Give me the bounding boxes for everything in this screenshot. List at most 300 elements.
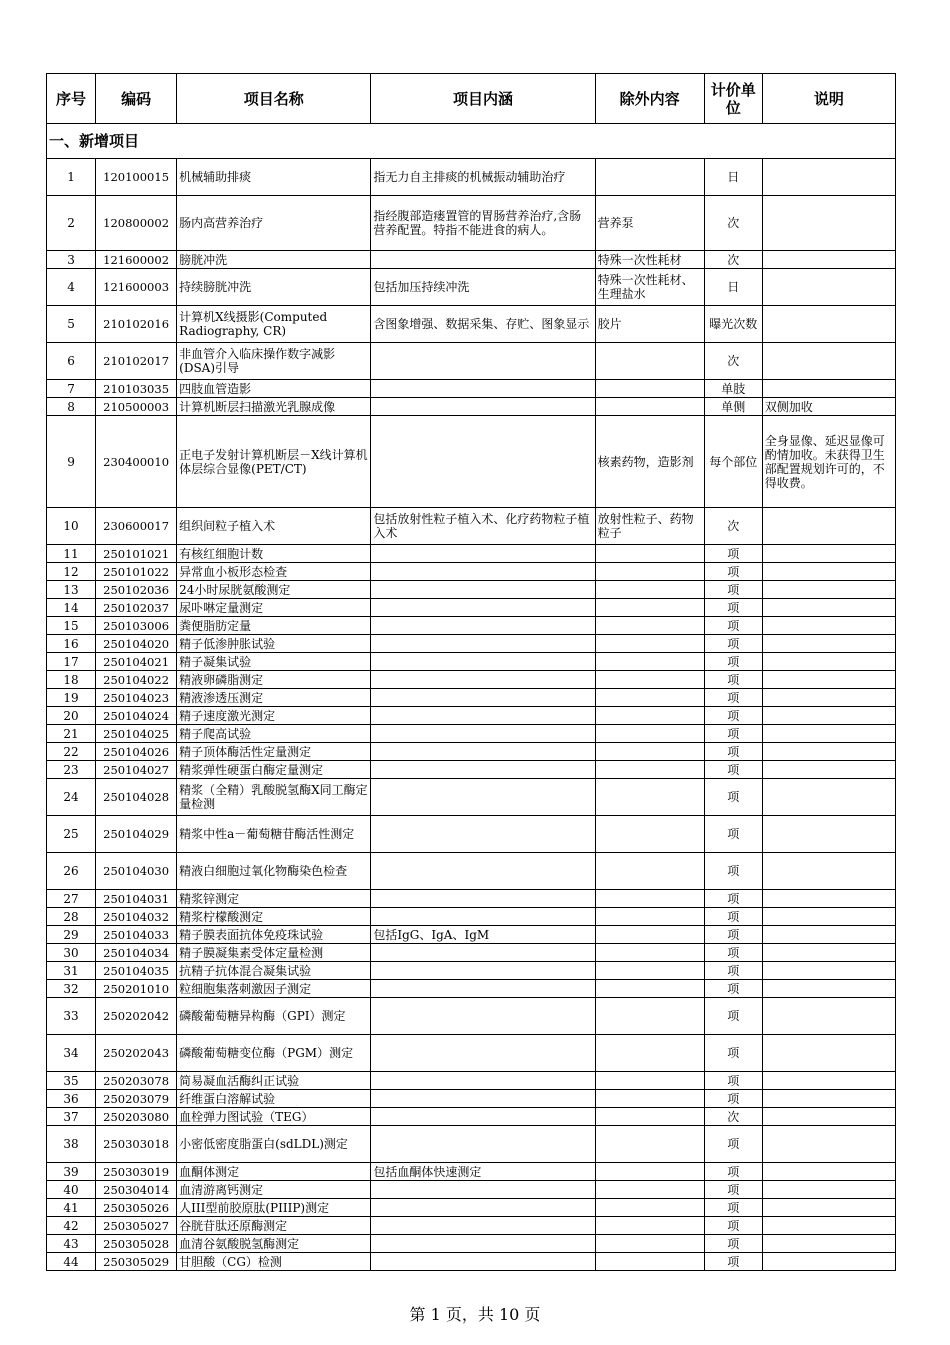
row-name: 异常血小板形态检查: [177, 563, 371, 581]
row-content: [371, 962, 595, 980]
row-unit: 次: [704, 196, 762, 251]
row-name: 粒细胞集落刺激因子测定: [177, 980, 371, 998]
row-unit: 项: [704, 779, 762, 816]
row-code: 250101021: [96, 545, 177, 563]
row-name: 精子膜表面抗体免疫珠试验: [177, 926, 371, 944]
row-unit: 项: [704, 1072, 762, 1090]
row-unit: 项: [704, 1235, 762, 1253]
row-code: 250104031: [96, 890, 177, 908]
row-name: 精子膜凝集素受体定量检测: [177, 944, 371, 962]
header-content: 项目内涵: [371, 74, 595, 124]
row-except: [595, 1126, 704, 1163]
row-content: [371, 416, 595, 508]
row-content: [371, 689, 595, 707]
row-code: 210102017: [96, 343, 177, 380]
row-code: 250203078: [96, 1072, 177, 1090]
row-except: [595, 617, 704, 635]
row-no: 4: [47, 269, 96, 306]
row-unit: 单侧: [704, 398, 762, 416]
row-unit: 项: [704, 998, 762, 1035]
row-name: 24小时尿胱氨酸测定: [177, 581, 371, 599]
row-note: [762, 1181, 895, 1199]
row-no: 14: [47, 599, 96, 617]
row-content: [371, 251, 595, 269]
row-no: 1: [47, 159, 96, 196]
row-note: [762, 343, 895, 380]
table-row: [47, 998, 896, 1035]
row-code: 250203079: [96, 1090, 177, 1108]
row-no: 30: [47, 944, 96, 962]
row-code: 230600017: [96, 508, 177, 545]
row-code: 250104025: [96, 725, 177, 743]
row-unit: 日: [704, 159, 762, 196]
row-note: [762, 617, 895, 635]
table-row: [47, 853, 896, 890]
row-name: 精子速度激光测定: [177, 707, 371, 725]
row-except: [595, 599, 704, 617]
row-note: [762, 306, 895, 343]
header-no: 序号: [47, 74, 96, 124]
table-row: [47, 306, 896, 343]
row-unit: 项: [704, 890, 762, 908]
row-no: 40: [47, 1181, 96, 1199]
row-note: [762, 159, 895, 196]
row-code: 250104024: [96, 707, 177, 725]
table-row: [47, 779, 896, 816]
row-note: [762, 707, 895, 725]
row-no: 24: [47, 779, 96, 816]
row-no: 9: [47, 416, 96, 508]
table-row: [47, 980, 896, 998]
row-name: 非血管介入临床操作数字减影(DSA)引导: [177, 343, 371, 380]
row-except: [595, 707, 704, 725]
row-content: [371, 908, 595, 926]
row-unit: 项: [704, 816, 762, 853]
row-except: [595, 343, 704, 380]
row-note: [762, 508, 895, 545]
row-note: [762, 380, 895, 398]
row-no: 5: [47, 306, 96, 343]
row-unit: 日: [704, 269, 762, 306]
row-except: [595, 1035, 704, 1072]
table-row: [47, 689, 896, 707]
row-no: 31: [47, 962, 96, 980]
row-note: [762, 1108, 895, 1126]
row-except: [595, 853, 704, 890]
row-unit: 项: [704, 1035, 762, 1072]
row-except: [595, 581, 704, 599]
row-except: 放射性粒子、药物粒子: [595, 508, 704, 545]
row-code: 250303019: [96, 1163, 177, 1181]
row-unit: 项: [704, 599, 762, 617]
row-content: [371, 725, 595, 743]
table-row: [47, 1163, 896, 1181]
table-row: [47, 671, 896, 689]
row-code: 250104020: [96, 635, 177, 653]
row-unit: 项: [704, 1253, 762, 1271]
row-note: [762, 545, 895, 563]
row-note: [762, 779, 895, 816]
row-except: 营养泵: [595, 196, 704, 251]
row-unit: 项: [704, 689, 762, 707]
table-row: [47, 416, 896, 508]
row-unit: 项: [704, 653, 762, 671]
row-no: 16: [47, 635, 96, 653]
row-name: 抗精子抗体混合凝集试验: [177, 962, 371, 980]
row-code: 250104034: [96, 944, 177, 962]
row-except: [595, 1235, 704, 1253]
row-except: [595, 944, 704, 962]
table-row: [47, 944, 896, 962]
row-content: 指无力自主排痰的机械振动辅助治疗: [371, 159, 595, 196]
row-content: [371, 1217, 595, 1235]
row-code: 230400010: [96, 416, 177, 508]
row-content: [371, 1072, 595, 1090]
row-code: 250104030: [96, 853, 177, 890]
table-row: [47, 343, 896, 380]
row-no: 42: [47, 1217, 96, 1235]
row-code: 250201010: [96, 980, 177, 998]
row-note: [762, 689, 895, 707]
row-code: 250104022: [96, 671, 177, 689]
row-note: [762, 1072, 895, 1090]
row-no: 8: [47, 398, 96, 416]
row-unit: 单肢: [704, 380, 762, 398]
row-note: [762, 635, 895, 653]
row-code: 250305026: [96, 1199, 177, 1217]
page-footer: 第 1 页，共 10 页: [409, 1305, 541, 1324]
row-content: [371, 343, 595, 380]
row-note: [762, 1253, 895, 1271]
header-note: 说明: [762, 74, 895, 124]
row-except: [595, 926, 704, 944]
row-note: [762, 761, 895, 779]
row-code: 121600002: [96, 251, 177, 269]
row-unit: 项: [704, 761, 762, 779]
row-no: 13: [47, 581, 96, 599]
row-unit: 次: [704, 508, 762, 545]
row-content: [371, 617, 595, 635]
row-except: [595, 689, 704, 707]
row-code: 250104023: [96, 689, 177, 707]
row-note: [762, 1235, 895, 1253]
row-except: [595, 398, 704, 416]
row-name: 血栓弹力图试验（TEG）: [177, 1108, 371, 1126]
table-row: [47, 545, 896, 563]
row-note: [762, 581, 895, 599]
row-name: 精浆弹性硬蛋白酶定量测定: [177, 761, 371, 779]
table-row: [47, 563, 896, 581]
row-content: 含图象增强、数据采集、存贮、图象显示: [371, 306, 595, 343]
row-unit: 次: [704, 251, 762, 269]
row-name: 有核红细胞计数: [177, 545, 371, 563]
row-name: 精浆（全精）乳酸脱氢酶X同工酶定量检测: [177, 779, 371, 816]
row-name: 组织间粒子植入术: [177, 508, 371, 545]
row-code: 250305027: [96, 1217, 177, 1235]
section-title: 一、新增项目: [47, 124, 896, 159]
row-note: 双侧加收: [762, 398, 895, 416]
table-row: [47, 1126, 896, 1163]
row-note: [762, 725, 895, 743]
row-no: 33: [47, 998, 96, 1035]
row-note: [762, 908, 895, 926]
row-note: [762, 980, 895, 998]
table-row: [47, 1253, 896, 1271]
row-content: [371, 599, 595, 617]
row-name: 精液白细胞过氧化物酶染色检查: [177, 853, 371, 890]
header-except: 除外内容: [595, 74, 704, 124]
row-code: 250104032: [96, 908, 177, 926]
row-content: [371, 581, 595, 599]
table-row: [47, 1235, 896, 1253]
row-content: [371, 1108, 595, 1126]
row-code: 250104035: [96, 962, 177, 980]
row-except: 胶片: [595, 306, 704, 343]
row-no: 10: [47, 508, 96, 545]
row-name: 血酮体测定: [177, 1163, 371, 1181]
row-except: [595, 545, 704, 563]
row-note: [762, 926, 895, 944]
row-content: [371, 635, 595, 653]
row-unit: 项: [704, 1163, 762, 1181]
row-name: 精子顶体酶活性定量测定: [177, 743, 371, 761]
row-code: 250104028: [96, 779, 177, 816]
header-name: 项目名称: [177, 74, 371, 124]
row-name: 粪便脂肪定量: [177, 617, 371, 635]
row-code: 121600003: [96, 269, 177, 306]
row-content: 包括IgG、IgA、IgM: [371, 926, 595, 944]
price-table: [46, 73, 896, 1271]
row-except: [595, 1199, 704, 1217]
row-no: 23: [47, 761, 96, 779]
row-no: 29: [47, 926, 96, 944]
row-note: [762, 890, 895, 908]
row-name: 精子爬高试验: [177, 725, 371, 743]
table-row: [47, 761, 896, 779]
row-unit: 项: [704, 926, 762, 944]
row-unit: 项: [704, 581, 762, 599]
row-unit: 项: [704, 1090, 762, 1108]
table-row: [47, 653, 896, 671]
row-except: [595, 980, 704, 998]
row-no: 11: [47, 545, 96, 563]
row-except: [595, 779, 704, 816]
row-name: 精液渗透压测定: [177, 689, 371, 707]
row-code: 250102037: [96, 599, 177, 617]
row-content: [371, 1090, 595, 1108]
table-row: [47, 1108, 896, 1126]
row-unit: 项: [704, 563, 762, 581]
row-no: 35: [47, 1072, 96, 1090]
row-unit: 项: [704, 853, 762, 890]
row-content: [371, 761, 595, 779]
row-note: [762, 671, 895, 689]
row-name: 正电子发射计算机断层－X线计算机体层综合显像(PET/CT): [177, 416, 371, 508]
table-row: [47, 743, 896, 761]
row-name: 计算机X线摄影(Computed Radiography, CR): [177, 306, 371, 343]
row-code: 250104021: [96, 653, 177, 671]
row-content: [371, 890, 595, 908]
row-note: [762, 743, 895, 761]
row-no: 34: [47, 1035, 96, 1072]
row-content: [371, 707, 595, 725]
row-code: 250305028: [96, 1235, 177, 1253]
row-except: [595, 635, 704, 653]
row-name: 四肢血管造影: [177, 380, 371, 398]
row-except: [595, 1181, 704, 1199]
row-content: [371, 998, 595, 1035]
row-unit: 项: [704, 1217, 762, 1235]
row-name: 持续膀胱冲洗: [177, 269, 371, 306]
row-no: 41: [47, 1199, 96, 1217]
row-name: 精液卵磷脂测定: [177, 671, 371, 689]
row-code: 250305029: [96, 1253, 177, 1271]
row-content: [371, 671, 595, 689]
row-no: 26: [47, 853, 96, 890]
row-name: 计算机断层扫描激光乳腺成像: [177, 398, 371, 416]
row-note: [762, 251, 895, 269]
table-row: [47, 962, 896, 980]
table-row: [47, 1181, 896, 1199]
row-note: 全身显像、延迟显像可酌情加收。未获得卫生部配置规划许可的，不得收费。: [762, 416, 895, 508]
row-unit: 项: [704, 962, 762, 980]
row-no: 2: [47, 196, 96, 251]
table-row: [47, 1072, 896, 1090]
row-no: 36: [47, 1090, 96, 1108]
table-row: [47, 269, 896, 306]
row-note: [762, 1163, 895, 1181]
row-code: 120100015: [96, 159, 177, 196]
row-name: 人III型前胶原肽(PIIIP)测定: [177, 1199, 371, 1217]
row-name: 精子低渗肿胀试验: [177, 635, 371, 653]
row-content: [371, 944, 595, 962]
table-row: [47, 196, 896, 251]
row-code: 250104026: [96, 743, 177, 761]
row-name: 尿卟啉定量测定: [177, 599, 371, 617]
row-note: [762, 563, 895, 581]
header-code: 编码: [96, 74, 177, 124]
row-code: 250101022: [96, 563, 177, 581]
row-note: [762, 1090, 895, 1108]
row-code: 250202043: [96, 1035, 177, 1072]
row-content: [371, 653, 595, 671]
row-unit: 曝光次数: [704, 306, 762, 343]
row-no: 15: [47, 617, 96, 635]
row-except: [595, 380, 704, 398]
row-except: [595, 1090, 704, 1108]
table-row: [47, 508, 896, 545]
row-note: [762, 944, 895, 962]
row-no: 32: [47, 980, 96, 998]
row-note: [762, 853, 895, 890]
row-note: [762, 816, 895, 853]
row-except: [595, 159, 704, 196]
row-unit: 项: [704, 707, 762, 725]
row-except: [595, 890, 704, 908]
row-name: 纤维蛋白溶解试验: [177, 1090, 371, 1108]
row-note: [762, 962, 895, 980]
row-unit: 项: [704, 1199, 762, 1217]
row-note: [762, 1035, 895, 1072]
row-unit: 项: [704, 908, 762, 926]
row-code: 250103006: [96, 617, 177, 635]
row-unit: 项: [704, 671, 762, 689]
row-content: [371, 1035, 595, 1072]
table-row: [47, 1035, 896, 1072]
row-content: [371, 1181, 595, 1199]
row-unit: 每个部位: [704, 416, 762, 508]
row-code: 210103035: [96, 380, 177, 398]
row-content: 包括加压持续冲洗: [371, 269, 595, 306]
row-content: [371, 1253, 595, 1271]
row-unit: 次: [704, 343, 762, 380]
row-code: 210102016: [96, 306, 177, 343]
row-name: 膀胱冲洗: [177, 251, 371, 269]
table-row: [47, 159, 896, 196]
row-content: [371, 563, 595, 581]
row-except: [595, 1108, 704, 1126]
row-name: 磷酸葡萄糖异构酶（GPI）测定: [177, 998, 371, 1035]
row-unit: 项: [704, 743, 762, 761]
row-except: [595, 908, 704, 926]
table-row: [47, 926, 896, 944]
row-content: [371, 1235, 595, 1253]
row-content: 指经腹部造瘘置管的胃肠营养治疗,含肠营养配置。特指不能进食的病人。: [371, 196, 595, 251]
row-except: [595, 761, 704, 779]
row-no: 18: [47, 671, 96, 689]
row-unit: 项: [704, 1181, 762, 1199]
row-except: [595, 998, 704, 1035]
row-name: 精浆柠檬酸测定: [177, 908, 371, 926]
row-no: 21: [47, 725, 96, 743]
table-row: [47, 380, 896, 398]
row-name: 甘胆酸（CG）检测: [177, 1253, 371, 1271]
section-row: [47, 124, 896, 159]
row-unit: 项: [704, 635, 762, 653]
row-content: [371, 1199, 595, 1217]
table-row: [47, 398, 896, 416]
row-name: 磷酸葡萄糖变位酶（PGM）测定: [177, 1035, 371, 1072]
row-code: 120800002: [96, 196, 177, 251]
row-except: [595, 743, 704, 761]
table-row: [47, 599, 896, 617]
row-no: 28: [47, 908, 96, 926]
row-code: 250203080: [96, 1108, 177, 1126]
row-except: [595, 671, 704, 689]
row-content: [371, 398, 595, 416]
row-name: 精子凝集试验: [177, 653, 371, 671]
row-no: 27: [47, 890, 96, 908]
row-except: [595, 653, 704, 671]
table-row: [47, 251, 896, 269]
row-code: 250104027: [96, 761, 177, 779]
row-content: [371, 853, 595, 890]
row-name: 谷胱苷肽还原酶测定: [177, 1217, 371, 1235]
row-content: [371, 816, 595, 853]
row-code: 250102036: [96, 581, 177, 599]
row-no: 44: [47, 1253, 96, 1271]
table-row: [47, 908, 896, 926]
row-name: 小密低密度脂蛋白(sdLDL)测定: [177, 1126, 371, 1163]
row-content: [371, 779, 595, 816]
row-note: [762, 269, 895, 306]
row-unit: 项: [704, 617, 762, 635]
row-unit: 项: [704, 545, 762, 563]
table-row: [47, 1199, 896, 1217]
table-row: [47, 1090, 896, 1108]
row-unit: 项: [704, 980, 762, 998]
row-except: [595, 1217, 704, 1235]
